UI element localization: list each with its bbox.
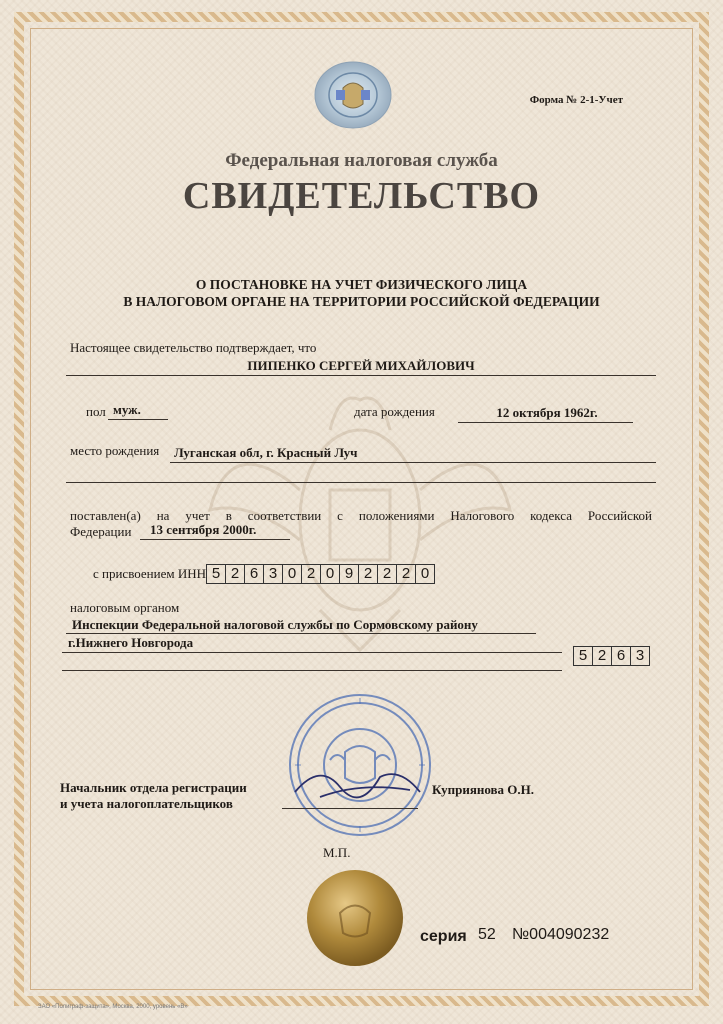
birth-place-underline: [170, 462, 656, 463]
subtitle-line-1: О ПОСТАНОВКЕ НА УЧЕТ ФИЗИЧЕСКОГО ЛИЦА: [195, 277, 528, 292]
inn-digit: 3: [264, 565, 283, 583]
registered-text-line-1: поставлен(а) на учет в соответствии с положениями Налогового кодекса Российской: [70, 508, 652, 523]
series-value: 52: [478, 926, 496, 943]
birth-date-value: 12 октября 1962г.: [496, 405, 598, 420]
printer-note: ЗАО «Полиграф-защита», Москва, 2000, уровень «В»: [38, 1004, 188, 1010]
tax-authority-line-2: г.Нижнего Новгорода: [68, 635, 194, 650]
birth-place-underline-2: [66, 482, 656, 483]
inn-digit: 2: [359, 565, 378, 583]
birth-place-value: Луганская обл, г. Красный Луч: [174, 445, 358, 460]
sex-value: муж.: [113, 402, 141, 417]
person-name: ПИПЕНКО СЕРГЕЙ МИХАЙЛОВИЧ: [247, 358, 475, 373]
form-number: Форма № 2-1-Учет: [529, 94, 623, 106]
authority-code-digit: 6: [612, 647, 631, 665]
authority-code-digit: 2: [593, 647, 612, 665]
tax-authority-underline-2: [62, 652, 562, 653]
registered-date: 13 сентября 2000г.: [150, 522, 257, 537]
confirms-label: Настоящее свидетельство подтверждает, что: [70, 340, 317, 355]
authority-code-digit: 3: [635, 647, 645, 664]
inn-digit: 0: [283, 565, 302, 583]
gold-seal-icon: [305, 868, 405, 968]
inn-digit: 2: [378, 565, 397, 583]
handwritten-signature: [290, 752, 430, 812]
official-title-line-1: Начальник отдела регистрации: [60, 780, 247, 795]
birth-date-underline: [458, 422, 633, 423]
inn-digit: 0: [321, 565, 340, 583]
name-underline: [66, 375, 656, 376]
inn-digit: 9: [340, 565, 359, 583]
inn-digit: 6: [245, 565, 264, 583]
authority-code-digit: 5: [574, 647, 593, 665]
seal-place-label: М.П.: [323, 845, 351, 860]
tax-authority-label: налоговым органом: [70, 600, 180, 615]
official-name: Куприянова О.Н.: [432, 782, 535, 797]
tax-authority-underline-1: [66, 633, 536, 634]
inn-number-boxes: [206, 564, 435, 584]
official-title-line-2: и учета налогоплательщиков: [60, 796, 233, 811]
inn-label: с присвоением ИНН: [93, 566, 207, 581]
service-name: Федеральная налоговая служба: [225, 150, 498, 171]
birth-date-label: дата рождения: [354, 404, 435, 419]
document-number: №004090232: [512, 926, 610, 943]
sex-label: пол: [86, 404, 106, 419]
birth-place-label: место рождения: [70, 443, 160, 458]
registered-date-underline: [140, 539, 290, 540]
inn-digit: 0: [420, 565, 430, 582]
sex-underline: [108, 419, 168, 420]
tax-authority-underline-3: [62, 670, 562, 671]
series-label: серия: [420, 928, 467, 945]
inn-digit: 2: [226, 565, 245, 583]
subtitle-line-2: В НАЛОГОВОМ ОРГАНЕ НА ТЕРРИТОРИИ РОССИЙСКОЙ ФЕДЕРАЦИИ: [123, 294, 600, 309]
hologram-emblem-icon: [313, 60, 393, 130]
inn-digit: 5: [207, 565, 226, 583]
inn-digit: 2: [302, 565, 321, 583]
registered-text-line-2: Федерации: [70, 524, 132, 539]
inn-digit: 2: [397, 565, 416, 583]
document-subtitle: [0, 276, 723, 310]
document-title: СВИДЕТЕЛЬСТВО: [182, 175, 541, 217]
tax-authority-line-1: Инспекции Федеральной налоговой службы по Сормовскому району: [72, 617, 478, 632]
authority-code-boxes: [573, 646, 650, 666]
